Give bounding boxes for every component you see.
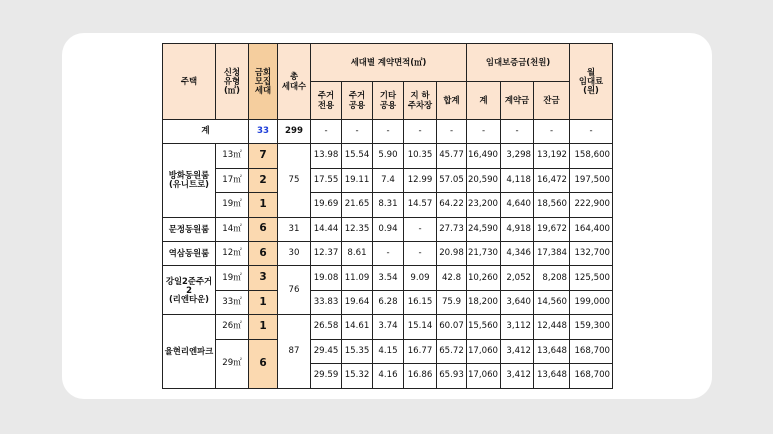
area-cell: 15.54: [342, 144, 373, 168]
header-supply: 금회 모집 세대: [249, 44, 278, 120]
header-deposit-col: 계약금: [501, 82, 534, 120]
area-cell: 13.98: [311, 144, 342, 168]
table-row: [163, 266, 613, 290]
area-cell: 21.65: [342, 193, 373, 217]
header-deposit-col: 계: [467, 82, 501, 120]
header-area-col: 주거 공용: [342, 82, 373, 120]
area-cell: 16.77: [404, 339, 437, 363]
deposit-cell: 3,412: [501, 364, 534, 389]
area-cell: 0.94: [373, 217, 404, 241]
deposit-cell: 14,560: [534, 290, 570, 314]
table-row: [163, 193, 613, 217]
area-cell: 5.90: [373, 144, 404, 168]
rental-table: [162, 43, 613, 389]
area-cell: 11.09: [342, 266, 373, 290]
total-supply: 33: [249, 120, 278, 144]
area-cell: 6.28: [373, 290, 404, 314]
area-cell: 19.08: [311, 266, 342, 290]
supply-cell: 1: [249, 290, 278, 314]
app-type-cell: 29㎡: [216, 339, 249, 388]
supply-cell: 3: [249, 266, 278, 290]
deposit-cell: 18,560: [534, 193, 570, 217]
area-cell: 29.59: [311, 364, 342, 389]
deposit-cell: 23,200: [467, 193, 501, 217]
deposit-cell: 3,112: [501, 315, 534, 339]
deposit-cell: 19,672: [534, 217, 570, 241]
total-label: 계: [163, 120, 249, 144]
app-type-cell: 33㎡: [216, 290, 249, 314]
rent-cell: 132,700: [570, 242, 613, 266]
area-cell: 12.37: [311, 242, 342, 266]
households-cell: 87: [278, 315, 311, 389]
deposit-cell: 4,346: [501, 242, 534, 266]
table-row: [163, 339, 613, 363]
area-cell: 14.61: [342, 315, 373, 339]
dash-cell: -: [373, 120, 404, 144]
deposit-cell: 4,918: [501, 217, 534, 241]
area-cell: 29.45: [311, 339, 342, 363]
deposit-cell: 17,060: [467, 339, 501, 363]
dash-cell: -: [467, 120, 501, 144]
dash-cell: -: [311, 120, 342, 144]
area-cell: 4.16: [373, 364, 404, 389]
deposit-cell: 13,648: [534, 339, 570, 363]
deposit-cell: 2,052: [501, 266, 534, 290]
area-cell: 14.44: [311, 217, 342, 241]
table-row: [163, 144, 613, 168]
area-cell: 19.64: [342, 290, 373, 314]
housing-name: 방화동원룸 (유니트로): [163, 144, 216, 217]
deposit-cell: 3,640: [501, 290, 534, 314]
rent-cell: 168,700: [570, 364, 613, 389]
app-type-cell: 14㎡: [216, 217, 249, 241]
area-cell: -: [373, 242, 404, 266]
area-cell: 12.99: [404, 168, 437, 192]
area-cell: 60.07: [437, 315, 467, 339]
deposit-cell: 8,208: [534, 266, 570, 290]
supply-cell: 2: [249, 168, 278, 192]
area-cell: 10.35: [404, 144, 437, 168]
households-cell: 76: [278, 266, 311, 315]
supply-cell: 6: [249, 242, 278, 266]
area-cell: 42.8: [437, 266, 467, 290]
area-cell: 57.05: [437, 168, 467, 192]
rent-cell: 159,300: [570, 315, 613, 339]
area-cell: 4.15: [373, 339, 404, 363]
area-cell: 75.9: [437, 290, 467, 314]
area-cell: 16.15: [404, 290, 437, 314]
header-area-col: 주거 전용: [311, 82, 342, 120]
header-app-type: 신청 유형 (㎡): [216, 44, 249, 120]
table-row: [163, 168, 613, 192]
header-total-households: 총 세대수: [278, 44, 311, 120]
supply-cell: 1: [249, 193, 278, 217]
area-cell: 12.35: [342, 217, 373, 241]
total-row: [163, 120, 613, 144]
deposit-cell: 13,192: [534, 144, 570, 168]
dash-cell: -: [570, 120, 613, 144]
area-cell: -: [404, 242, 437, 266]
area-cell: 17.55: [311, 168, 342, 192]
table-row: [163, 242, 613, 266]
area-cell: 33.83: [311, 290, 342, 314]
area-cell: 8.31: [373, 193, 404, 217]
deposit-cell: 18,200: [467, 290, 501, 314]
area-cell: 15.32: [342, 364, 373, 389]
deposit-cell: 4,640: [501, 193, 534, 217]
table-row: [163, 315, 613, 339]
deposit-cell: 20,590: [467, 168, 501, 192]
rent-cell: 222,900: [570, 193, 613, 217]
deposit-cell: 16,490: [467, 144, 501, 168]
app-type-cell: 12㎡: [216, 242, 249, 266]
header-housing: 주택: [163, 44, 216, 120]
area-cell: 19.11: [342, 168, 373, 192]
area-cell: 19.69: [311, 193, 342, 217]
area-cell: 65.72: [437, 339, 467, 363]
table-row: [163, 290, 613, 314]
rent-cell: 158,600: [570, 144, 613, 168]
area-cell: 20.98: [437, 242, 467, 266]
deposit-cell: 21,730: [467, 242, 501, 266]
dash-cell: -: [534, 120, 570, 144]
area-cell: 65.93: [437, 364, 467, 389]
deposit-cell: 16,472: [534, 168, 570, 192]
table-row: [163, 217, 613, 241]
dash-cell: -: [404, 120, 437, 144]
header-area-group: 세대별 계약면적(㎡): [311, 44, 467, 82]
area-cell: 15.35: [342, 339, 373, 363]
header-deposit-col: 잔금: [534, 82, 570, 120]
housing-name: 문정동원룸: [163, 217, 216, 241]
header-area-col: 지 하 주차장: [404, 82, 437, 120]
area-cell: 45.77: [437, 144, 467, 168]
households-cell: 75: [278, 144, 311, 217]
area-cell: 9.09: [404, 266, 437, 290]
header-area-col: 기타 공용: [373, 82, 404, 120]
rent-cell: 164,400: [570, 217, 613, 241]
area-cell: 26.58: [311, 315, 342, 339]
app-type-cell: 19㎡: [216, 193, 249, 217]
area-cell: 15.14: [404, 315, 437, 339]
deposit-cell: 15,560: [467, 315, 501, 339]
deposit-cell: 3,298: [501, 144, 534, 168]
app-type-cell: 17㎡: [216, 168, 249, 192]
dash-cell: -: [437, 120, 467, 144]
rent-cell: 125,500: [570, 266, 613, 290]
housing-name: 강일2준주거2 (리엔타운): [163, 266, 216, 315]
supply-cell: 6: [249, 339, 278, 388]
households-cell: 31: [278, 217, 311, 241]
deposit-cell: 12,448: [534, 315, 570, 339]
area-cell: 14.57: [404, 193, 437, 217]
header-area-col: 합계: [437, 82, 467, 120]
deposit-cell: 13,648: [534, 364, 570, 389]
area-cell: 16.86: [404, 364, 437, 389]
deposit-cell: 17,060: [467, 364, 501, 389]
rent-cell: 197,500: [570, 168, 613, 192]
total-households: 299: [278, 120, 311, 144]
area-cell: 8.61: [342, 242, 373, 266]
housing-name: 역삼동원룸: [163, 242, 216, 266]
rent-cell: 199,000: [570, 290, 613, 314]
app-type-cell: 26㎡: [216, 315, 249, 339]
area-cell: -: [404, 217, 437, 241]
supply-cell: 6: [249, 217, 278, 241]
area-cell: 3.54: [373, 266, 404, 290]
area-cell: 7.4: [373, 168, 404, 192]
app-type-cell: 19㎡: [216, 266, 249, 290]
dash-cell: -: [342, 120, 373, 144]
area-cell: 64.22: [437, 193, 467, 217]
app-type-cell: 13㎡: [216, 144, 249, 168]
rent-cell: 168,700: [570, 339, 613, 363]
header-deposit-group: 임대보증금(천원): [467, 44, 570, 82]
area-cell: 3.74: [373, 315, 404, 339]
supply-cell: 1: [249, 315, 278, 339]
deposit-cell: 17,384: [534, 242, 570, 266]
deposit-cell: 4,118: [501, 168, 534, 192]
deposit-cell: 24,590: [467, 217, 501, 241]
households-cell: 30: [278, 242, 311, 266]
deposit-cell: 3,412: [501, 339, 534, 363]
area-cell: 27.73: [437, 217, 467, 241]
deposit-cell: 10,260: [467, 266, 501, 290]
dash-cell: -: [501, 120, 534, 144]
header-monthly-rent: 월 임대료 (원): [570, 44, 613, 120]
supply-cell: 7: [249, 144, 278, 168]
housing-name: 율현리엔파크: [163, 315, 216, 389]
